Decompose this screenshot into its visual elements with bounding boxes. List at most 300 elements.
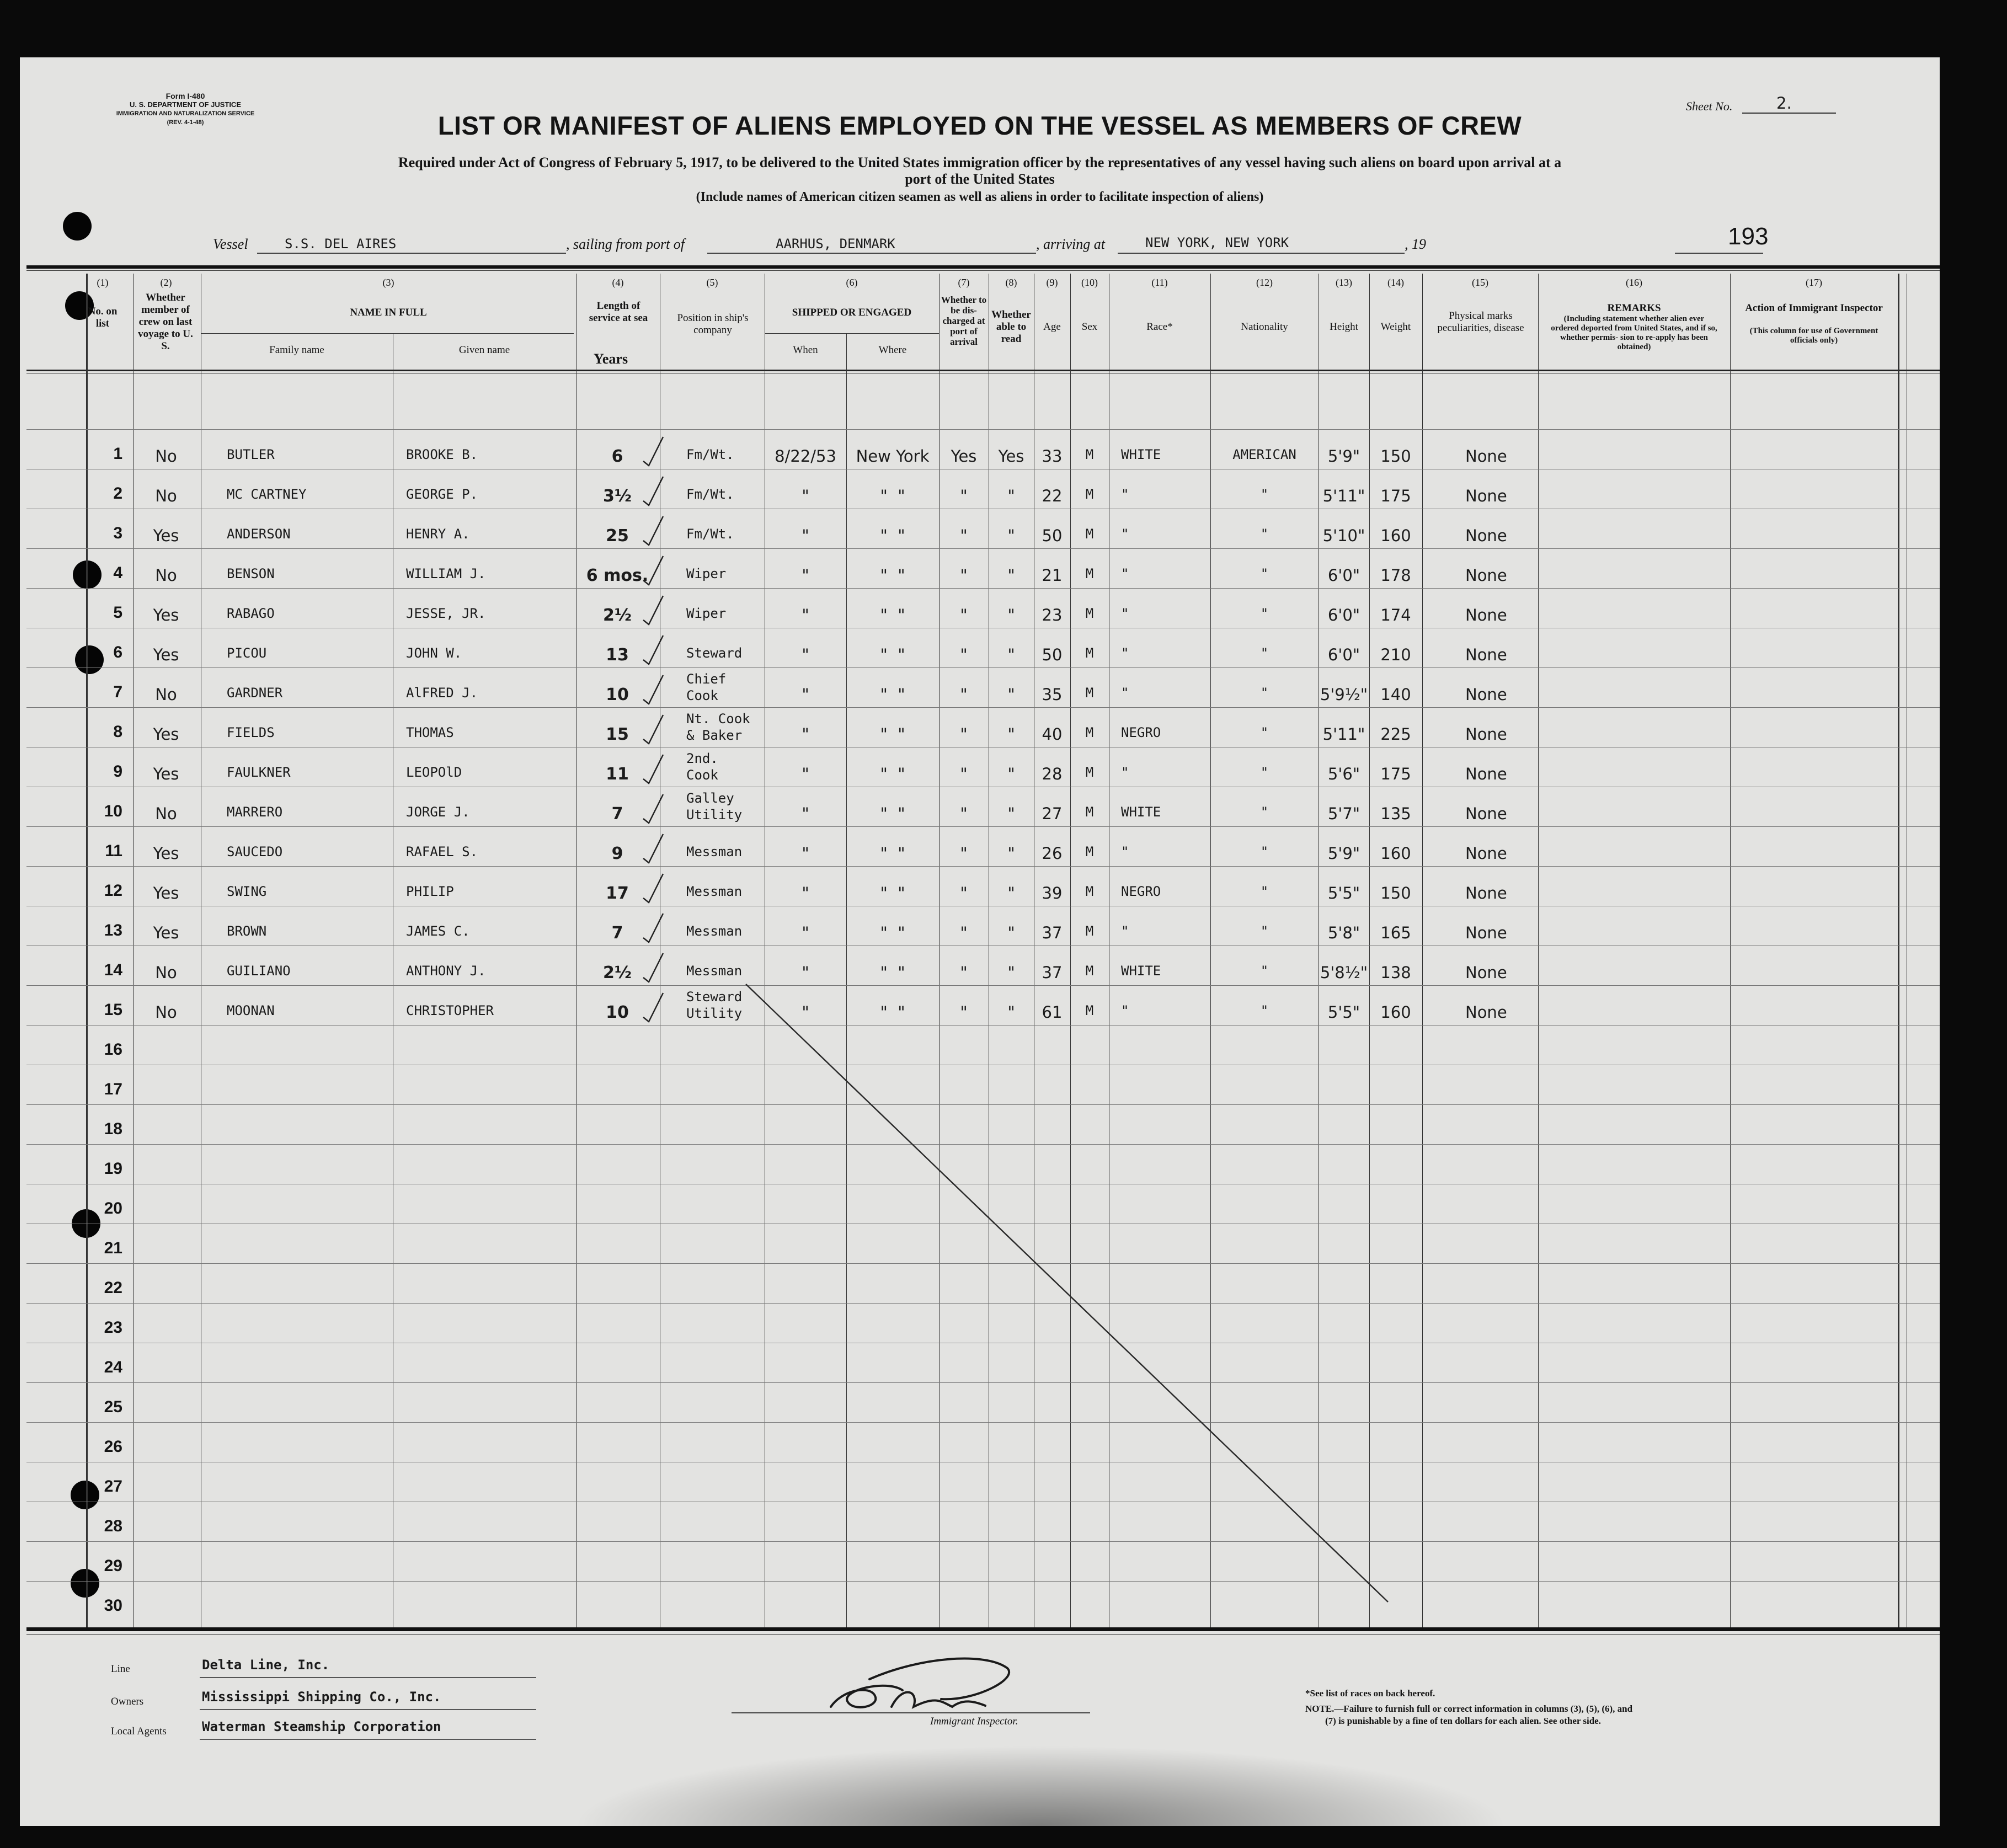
cell-age: 50: [1042, 526, 1063, 545]
cell-read: ": [1007, 566, 1015, 585]
cell-marks: None: [1465, 566, 1507, 585]
cell-age: 35: [1042, 685, 1063, 704]
cell-position: Wiper: [686, 566, 727, 581]
cell-family: FAULKNER: [227, 765, 291, 780]
cell-age: 26: [1042, 844, 1063, 863]
header-length-service: Length of service at sea: [589, 300, 648, 324]
departure-port: AARHUS, DENMARK: [776, 236, 895, 252]
cell-height: 5'9½": [1320, 685, 1368, 704]
cell-age: 22: [1042, 487, 1063, 505]
year-prefix: , 19: [1405, 236, 1426, 252]
cell-where: New York: [856, 447, 930, 466]
cell-discharged: ": [960, 606, 968, 624]
cell-age: 28: [1042, 765, 1063, 783]
row-number: 7: [113, 683, 122, 701]
cell-nationality: ": [1260, 844, 1269, 859]
cell-nationality: ": [1260, 1003, 1269, 1018]
header-physical-marks: Physical marks peculiarities, disease: [1437, 310, 1524, 334]
cell-race: ": [1121, 606, 1129, 621]
row-number: 4: [113, 564, 122, 582]
cell-marks: None: [1465, 1003, 1507, 1022]
row-number: 1: [113, 445, 122, 463]
cell-when: ": [802, 844, 809, 863]
cell-height: 5'11": [1322, 487, 1365, 505]
cell-service: 3½: [603, 487, 632, 506]
cell-last-voyage: Yes: [153, 606, 179, 624]
row-number: 18: [104, 1120, 122, 1138]
cell-height: 5'5": [1327, 884, 1360, 902]
cancel-line: [20, 57, 1940, 1826]
cell-race: ": [1121, 765, 1129, 780]
cell-age: 50: [1042, 645, 1063, 664]
cell-position: 2nd. Cook: [686, 751, 718, 783]
cell-race: WHITE: [1121, 804, 1161, 820]
row-number: 2: [113, 484, 122, 503]
cell-sex: M: [1085, 884, 1094, 899]
cell-family: PICOU: [227, 645, 267, 661]
col-number: (1): [97, 277, 109, 288]
cell-discharged: ": [960, 487, 968, 505]
manifest-page: [20, 57, 1940, 1826]
header-sex: Sex: [1081, 321, 1098, 333]
row-number: 24: [104, 1358, 122, 1376]
cell-read: ": [1007, 725, 1015, 744]
cell-marks: None: [1465, 804, 1507, 823]
subtitle-note: (Include names of American citizen seamen as well as aliens in order to facilitate inspection of aliens): [696, 190, 1264, 204]
cell-last-voyage: No: [155, 963, 177, 982]
cell-when: ": [802, 487, 809, 505]
cell-nationality: ": [1260, 526, 1269, 542]
cell-position: Messman: [686, 844, 743, 859]
col-number: (15): [1472, 277, 1488, 288]
cell-service: 7: [611, 804, 623, 824]
cell-sex: M: [1085, 606, 1094, 621]
row-number: 13: [104, 921, 122, 939]
cell-height: 5'7": [1327, 804, 1360, 823]
row-number: 8: [113, 723, 122, 741]
cell-family: BENSON: [227, 566, 275, 581]
cell-position: Fm/Wt.: [686, 526, 734, 542]
cell-nationality: ": [1260, 606, 1269, 621]
inspector-label: Immigrant Inspector.: [930, 1716, 1018, 1727]
cell-where: " ": [880, 884, 905, 902]
cell-last-voyage: Yes: [153, 844, 179, 863]
cell-race: ": [1121, 685, 1129, 701]
cell-nationality: ": [1260, 685, 1269, 701]
cell-when: ": [802, 566, 809, 585]
cell-where: " ": [880, 725, 905, 744]
cell-position: Chief Cook: [686, 671, 727, 703]
cell-nationality: ": [1260, 487, 1269, 502]
cell-discharged: ": [960, 645, 968, 664]
cell-sex: M: [1085, 1003, 1094, 1018]
cell-nationality: AMERICAN: [1232, 447, 1296, 462]
col-number: (17): [1806, 277, 1822, 288]
header-discharged: Whether to be dis- charged at port of arrival: [941, 295, 987, 347]
cell-position: Steward: [686, 645, 743, 661]
cell-given: THOMAS: [406, 725, 454, 740]
arrival-port: NEW YORK, NEW YORK: [1145, 235, 1289, 250]
row-number: 27: [104, 1477, 122, 1496]
cell-race: ": [1121, 526, 1129, 542]
cell-marks: None: [1465, 447, 1507, 466]
cell-read: ": [1007, 606, 1015, 624]
cell-given: AlFRED J.: [406, 685, 478, 701]
cell-family: RABAGO: [227, 606, 275, 621]
cell-discharged: ": [960, 685, 968, 704]
cell-given: PHILIP: [406, 884, 454, 899]
header-remarks-note: (Including statement whether alien ever ordered deported from United States, and if so, whether permis- sion to re-apply has been obtained): [1551, 314, 1717, 351]
cell-sex: M: [1085, 645, 1094, 661]
form-number: Form I-480: [166, 92, 205, 100]
cell-sex: M: [1085, 765, 1094, 780]
cell-service: 10: [606, 1003, 629, 1022]
cell-discharged: ": [960, 1003, 968, 1022]
cell-nationality: ": [1260, 804, 1269, 820]
header-inspector: Action of Immigrant Inspector: [1745, 302, 1883, 314]
col-number: (9): [1046, 277, 1058, 288]
cell-given: JAMES C.: [406, 923, 470, 939]
cell-last-voyage: Yes: [153, 923, 179, 942]
header-when: When: [793, 344, 818, 356]
cell-when: 8/22/53: [775, 447, 836, 466]
cell-where: " ": [880, 606, 905, 624]
row-number: 26: [104, 1438, 122, 1456]
row-number: 12: [104, 882, 122, 900]
arriving-label: , arriving at: [1036, 236, 1105, 252]
col-number: (5): [706, 277, 718, 288]
cell-marks: None: [1465, 963, 1507, 982]
header-where: Where: [878, 344, 907, 356]
cell-family: GARDNER: [227, 685, 283, 701]
col-number: (8): [1005, 277, 1017, 288]
cell-family: SAUCEDO: [227, 844, 283, 859]
cell-last-voyage: No: [155, 1003, 177, 1022]
cell-family: BROWN: [227, 923, 267, 939]
cell-marks: None: [1465, 685, 1507, 704]
cell-service: 6: [611, 447, 623, 466]
col-number: (6): [846, 277, 858, 288]
cell-weight: 175: [1380, 487, 1411, 505]
cell-when: ": [802, 884, 809, 902]
header-nationality: Nationality: [1241, 321, 1288, 333]
cell-position: Messman: [686, 963, 743, 979]
cell-last-voyage: Yes: [153, 884, 179, 902]
vessel-name: S.S. DEL AIRES: [285, 236, 397, 252]
row-number: 29: [104, 1557, 122, 1575]
cell-service: 2½: [603, 963, 632, 982]
cell-marks: None: [1465, 844, 1507, 863]
cell-last-voyage: Yes: [153, 526, 179, 545]
sheet-number: 2.: [1776, 94, 1792, 113]
cell-read: ": [1007, 526, 1015, 545]
cell-read: ": [1007, 804, 1015, 823]
cell-sex: M: [1085, 804, 1094, 820]
cell-sex: M: [1085, 725, 1094, 740]
header-weight: Weight: [1380, 321, 1411, 333]
cell-sex: M: [1085, 526, 1094, 542]
row-number: 9: [113, 762, 122, 781]
cell-when: ": [802, 1003, 809, 1022]
cell-position: Nt. Cook & Baker: [686, 711, 750, 743]
cell-weight: 225: [1380, 725, 1411, 744]
cell-sex: M: [1085, 566, 1094, 581]
cell-read: ": [1007, 645, 1015, 664]
penalty-note: NOTE.—Failure to furnish full or correct information in columns (3), (5), (6), and: [1305, 1703, 1633, 1714]
header-given-name: Given name: [458, 344, 510, 356]
cell-service: 17: [606, 884, 629, 903]
header-height: Height: [1330, 321, 1358, 333]
row-number: 11: [105, 842, 122, 860]
cell-given: CHRISTOPHER: [406, 1003, 494, 1018]
cell-height: 5'11": [1322, 725, 1365, 744]
cell-discharged: ": [960, 765, 968, 783]
cell-race: ": [1121, 923, 1129, 939]
agents-label: Local Agents: [111, 1726, 167, 1737]
cell-marks: None: [1465, 923, 1507, 942]
cell-nationality: ": [1260, 645, 1269, 661]
cell-race: WHITE: [1121, 963, 1161, 979]
cell-position: Messman: [686, 884, 743, 899]
col-number: (2): [160, 277, 172, 288]
cell-given: LEOPOlD: [406, 765, 462, 780]
vessel-label: Vessel: [213, 236, 248, 252]
cell-where: " ": [880, 487, 905, 505]
cell-height: 6'0": [1327, 606, 1360, 624]
cell-sex: M: [1085, 844, 1094, 859]
cell-weight: 150: [1380, 884, 1411, 902]
cell-service: 10: [606, 685, 629, 704]
cell-discharged: ": [960, 804, 968, 823]
cell-last-voyage: No: [155, 566, 177, 585]
cell-age: 23: [1042, 606, 1063, 624]
row-number: 5: [113, 603, 122, 622]
row-number: 16: [104, 1040, 122, 1059]
year-value: 193: [1728, 223, 1769, 250]
cell-height: 5'8": [1327, 923, 1360, 942]
cell-height: 6'0": [1327, 645, 1360, 664]
cell-given: GEORGE P.: [406, 487, 478, 502]
cell-given: BROOKE B.: [406, 447, 478, 462]
cell-marks: None: [1465, 526, 1507, 545]
cell-sex: M: [1085, 487, 1094, 502]
cell-weight: 160: [1380, 526, 1411, 545]
cell-family: BUTLER: [227, 447, 275, 462]
cell-weight: 135: [1380, 804, 1411, 823]
cell-when: ": [802, 804, 809, 823]
col-number: (16): [1626, 277, 1642, 288]
revision: (REV. 4-1-48): [167, 119, 204, 126]
cell-sex: M: [1085, 923, 1094, 939]
department: U. S. DEPARTMENT OF JUSTICE: [130, 100, 241, 109]
cell-nationality: ": [1260, 963, 1269, 979]
cell-given: JESSE, JR.: [406, 606, 486, 621]
header-family-name: Family name: [269, 344, 324, 356]
cell-marks: None: [1465, 645, 1507, 664]
col-number: (7): [958, 277, 970, 288]
cell-nationality: ": [1260, 923, 1269, 939]
cell-sex: M: [1085, 447, 1094, 462]
cell-sex: M: [1085, 685, 1094, 701]
col-number: (4): [612, 277, 624, 288]
cell-service: 9: [611, 844, 623, 863]
col-number: (3): [382, 277, 394, 288]
cell-discharged: Yes: [951, 447, 977, 466]
cell-service: 7: [611, 923, 623, 943]
row-number: 10: [104, 802, 122, 820]
cell-marks: None: [1465, 606, 1507, 624]
cell-weight: 138: [1380, 963, 1411, 982]
cell-last-voyage: No: [155, 804, 177, 823]
cell-age: 21: [1042, 566, 1063, 585]
cell-when: ": [802, 606, 809, 624]
cell-weight: 160: [1380, 844, 1411, 863]
cell-position: Galley Utility: [686, 791, 743, 822]
cell-age: 33: [1042, 447, 1063, 466]
cell-last-voyage: Yes: [153, 725, 179, 744]
cell-when: ": [802, 765, 809, 783]
cell-race: ": [1121, 844, 1129, 859]
cell-family: FIELDS: [227, 725, 275, 740]
cell-weight: 210: [1380, 645, 1411, 664]
cell-where: " ": [880, 804, 905, 823]
cell-family: MC CARTNEY: [227, 487, 307, 502]
cell-age: 61: [1042, 1003, 1063, 1022]
cell-when: ": [802, 923, 809, 942]
col-number: (14): [1387, 277, 1404, 288]
row-number: 19: [104, 1160, 122, 1178]
cell-marks: None: [1465, 765, 1507, 783]
header-able-read: Whether able to read: [991, 309, 1031, 345]
cell-read: ": [1007, 923, 1015, 942]
cell-where: " ": [880, 685, 905, 704]
cell-discharged: ": [960, 963, 968, 982]
header-name-in-full: NAME IN FULL: [350, 307, 427, 318]
cell-service: 6 mos.: [586, 566, 649, 585]
row-number: 28: [104, 1517, 122, 1535]
cell-weight: 174: [1380, 606, 1411, 624]
cell-given: HENRY A.: [406, 526, 470, 542]
cell-given: WILLIAM J.: [406, 566, 486, 581]
cell-when: ": [802, 645, 809, 664]
cell-family: SWING: [227, 884, 267, 899]
cell-marks: None: [1465, 487, 1507, 505]
line-value: Delta Line, Inc.: [202, 1657, 330, 1673]
cell-age: 40: [1042, 725, 1063, 744]
cell-height: 5'5": [1327, 1003, 1360, 1022]
cell-nationality: ": [1260, 566, 1269, 581]
cell-read: ": [1007, 487, 1015, 505]
row-number: 23: [104, 1318, 122, 1337]
service-name: IMMIGRATION AND NATURALIZATION SERVICE: [116, 110, 255, 117]
cell-race: ": [1121, 566, 1129, 581]
col-number: (12): [1256, 277, 1273, 288]
col-number: (11): [1151, 277, 1168, 288]
agents-value: Waterman Steamship Corporation: [202, 1719, 441, 1734]
cell-read: ": [1007, 765, 1015, 783]
subtitle: port of the United States: [905, 171, 1055, 187]
cell-read: ": [1007, 844, 1015, 863]
cell-position: Messman: [686, 923, 743, 939]
cell-read: ": [1007, 884, 1015, 902]
cell-height: 5'10": [1322, 526, 1365, 545]
cell-position: Fm/Wt.: [686, 487, 734, 502]
cell-discharged: ": [960, 884, 968, 902]
row-number: 6: [113, 643, 122, 661]
col-number: (10): [1081, 277, 1098, 288]
row-number: 17: [104, 1080, 122, 1098]
row-number: 21: [104, 1239, 122, 1257]
cell-read: ": [1007, 1003, 1015, 1022]
cell-when: ": [802, 725, 809, 744]
cell-where: " ": [880, 566, 905, 585]
row-number: 30: [104, 1596, 122, 1615]
cell-race: NEGRO: [1121, 725, 1161, 740]
cell-discharged: ": [960, 526, 968, 545]
cell-height: 5'9": [1327, 844, 1360, 863]
header-age: Age: [1043, 321, 1061, 333]
cell-age: 27: [1042, 804, 1063, 823]
cell-where: " ": [880, 844, 905, 863]
row-number: 14: [104, 961, 122, 979]
cell-last-voyage: No: [155, 685, 177, 704]
cell-height: 5'6": [1327, 765, 1360, 783]
row-number: 22: [104, 1279, 122, 1297]
cell-family: MOONAN: [227, 1003, 275, 1018]
row-number: 25: [104, 1398, 122, 1416]
cell-service: 25: [606, 526, 629, 546]
cell-last-voyage: Yes: [153, 765, 179, 783]
cell-nationality: ": [1260, 765, 1269, 780]
cell-weight: 178: [1380, 566, 1411, 585]
line-label: Line: [111, 1663, 130, 1675]
cell-height: 5'8½": [1320, 963, 1368, 982]
cell-service: 11: [606, 765, 629, 784]
cell-when: ": [802, 685, 809, 704]
cell-weight: 150: [1380, 447, 1411, 466]
cell-given: JORGE J.: [406, 804, 470, 820]
cell-service: 2½: [603, 606, 632, 625]
cell-discharged: ": [960, 844, 968, 863]
row-number: 3: [113, 524, 122, 542]
cell-given: RAFAEL S.: [406, 844, 478, 859]
cell-weight: 140: [1380, 685, 1411, 704]
cell-read: Yes: [998, 447, 1024, 466]
row-number: 20: [104, 1199, 122, 1217]
penalty-note: (7) is punishable by a fine of ten dollars for each alien. See other side.: [1325, 1716, 1601, 1726]
cell-where: " ": [880, 645, 905, 664]
header-inspector-note: (This column for use of Government officials only): [1749, 327, 1878, 345]
page-title: LIST OR MANIFEST OF ALIENS EMPLOYED ON THE VESSEL AS MEMBERS OF CREW: [437, 111, 1522, 140]
cell-discharged: ": [960, 566, 968, 585]
cell-service: 15: [606, 725, 629, 744]
cell-when: ": [802, 963, 809, 982]
cell-family: MARRERO: [227, 804, 283, 820]
sailing-label: , sailing from port of: [566, 236, 685, 252]
cell-last-voyage: No: [155, 487, 177, 505]
cell-race: ": [1121, 487, 1129, 502]
cell-nationality: ": [1260, 884, 1269, 899]
subtitle: Required under Act of Congress of February 5, 1917, to be delivered to the United States immigration officer by the representatives of any vessel having such aliens on board upon arrival at a: [398, 154, 1562, 170]
cell-family: ANDERSON: [227, 526, 291, 542]
cell-position: Fm/Wt.: [686, 447, 734, 462]
races-note: *See list of races on back hereof.: [1305, 1688, 1435, 1699]
cell-last-voyage: Yes: [153, 645, 179, 664]
cell-given: JOHN W.: [406, 645, 462, 661]
cell-weight: 165: [1380, 923, 1411, 942]
cell-race: ": [1121, 645, 1129, 661]
cell-weight: 175: [1380, 765, 1411, 783]
